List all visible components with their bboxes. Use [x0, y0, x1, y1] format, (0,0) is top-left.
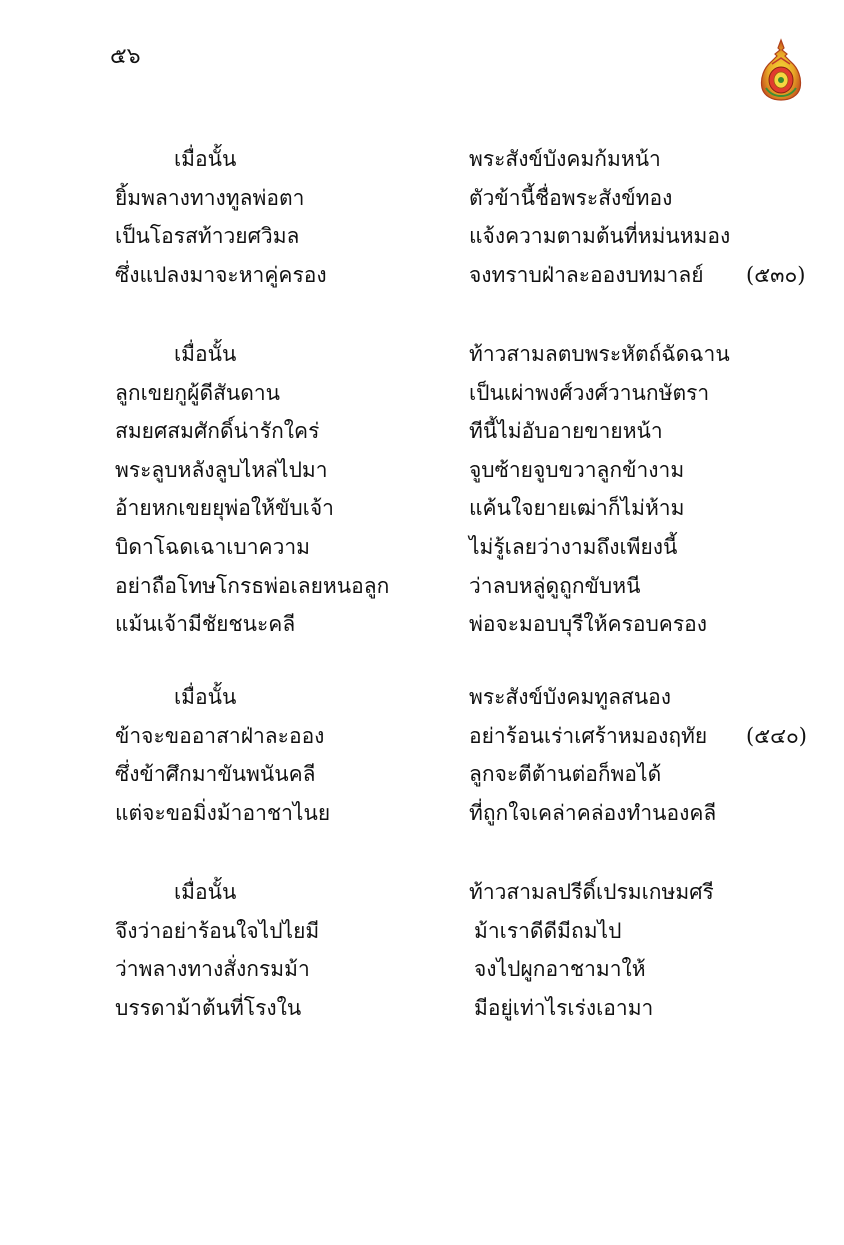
verse-line — [0, 755, 844, 794]
stanza — [0, 678, 844, 832]
verse-line — [0, 528, 844, 567]
verse-line — [0, 717, 844, 756]
verse-left: ซึ่งแปลงมาจะหาคู่ครอง — [115, 262, 327, 287]
verse-line — [0, 678, 844, 717]
verse-left: บิดาโฉดเฉาเบาความ — [115, 534, 311, 559]
verse-right: จงทราบฝ่าละอองบทมาลย์ — [469, 262, 704, 287]
stanza — [0, 873, 844, 1027]
verse-line — [0, 567, 844, 606]
stanza — [0, 140, 844, 294]
verse-line — [0, 374, 844, 413]
verse-line — [0, 912, 844, 951]
stanza — [0, 335, 844, 644]
page-number: ๕๖ — [110, 44, 141, 69]
verse-line — [0, 217, 844, 256]
verse-left: เป็นโอรสท้าวยศวิมล — [115, 224, 300, 249]
verse-left: จึงว่าอย่าร้อนใจไปไยมี — [115, 918, 320, 943]
verse-right: พระสังข์บังคมทูลสนอง — [469, 685, 672, 709]
verse-line — [0, 335, 844, 374]
verse-right: พระสังข์บังคมก้มหน้า — [469, 147, 661, 171]
verse-left: อย่าถือโทษโกรธพ่อเลยหนอลูก — [115, 573, 390, 598]
verse-left: บรรดาม้าต้นที่โรงใน — [115, 995, 302, 1020]
verse-left: เมื่อนั้น — [174, 685, 237, 709]
verse-line — [0, 256, 844, 295]
verse-left: แม้นเจ้ามีชัยชนะคลี — [115, 612, 296, 637]
verse-right: แค้นใจยายเฒ่าก็ไม่ห้าม — [469, 496, 685, 521]
verse-left: สมยศสมศักดิ์น่ารักใคร่ — [115, 419, 320, 444]
verse-line — [0, 605, 844, 644]
verse-line — [0, 489, 844, 528]
verse-line — [0, 989, 844, 1028]
verse-line — [0, 179, 844, 218]
royal-crest-icon — [758, 38, 804, 102]
verse-left: เมื่อนั้น — [174, 147, 237, 171]
verse-left: ยิ้มพลางทางทูลพ่อตา — [115, 185, 305, 210]
verse-left: ว่าพลางทางสั่งกรมม้า — [115, 957, 310, 982]
verse-right: ว่าลบหลู่ดูถูกขับหนี — [469, 573, 641, 598]
verse-right: แจ้งความตามต้นที่หม่นหมอง — [469, 224, 731, 249]
verse-line — [0, 140, 844, 179]
verse-number: (๕๓๐) — [746, 262, 806, 287]
verse-right: ทีนี้ไม่อับอายขายหน้า — [469, 419, 663, 444]
verse-line — [0, 412, 844, 451]
verse-line — [0, 451, 844, 490]
verse-left: แต่จะขอมิ่งม้าอาชาไนย — [115, 800, 331, 825]
verse-right: จูบซ้ายจูบขวาลูกข้างาม — [469, 457, 685, 482]
verse-line — [0, 950, 844, 989]
verse-right: มีอยู่เท่าไรเร่งเอามา — [474, 995, 654, 1020]
verse-left: พระลูบหลังลูบไหล่ไปมา — [115, 457, 328, 482]
verse-right: ม้าเราดีดีมีถมไป — [474, 918, 622, 943]
verse-right: จงไปผูกอาชามาให้ — [474, 957, 646, 982]
verse-right: ท้าวสามลตบพระหัตถ์ฉัดฉาน — [469, 342, 730, 366]
verse-left: ซึ่งข้าศึกมาขันพนันคลี — [115, 762, 316, 787]
verse-line — [0, 794, 844, 833]
verse-right: ลูกจะตีต้านต่อก็พอได้ — [469, 762, 662, 787]
verse-right: เป็นเผ่าพงศ์วงศ์วานกษัตรา — [469, 380, 710, 405]
verse-right: อย่าร้อนเร่าเศร้าหมองฤทัย — [469, 723, 708, 748]
verse-number: (๕๔๐) — [746, 723, 807, 748]
verse-left: เมื่อนั้น — [174, 880, 237, 904]
verse-right: ตัวข้านี้ชื่อพระสังข์ทอง — [469, 185, 673, 210]
verse-left: ข้าจะขออาสาฝ่าละออง — [115, 723, 325, 748]
verse-left: ลูกเขยกูผู้ดีสันดาน — [115, 380, 281, 405]
verse-right: พ่อจะมอบบุรีให้ครอบครอง — [469, 612, 707, 637]
verse-left: เมื่อนั้น — [174, 342, 237, 366]
verse-right: ท้าวสามลปรีดิ์เปรมเกษมศรี — [469, 880, 714, 904]
verse-right: ที่ถูกใจเคล่าคล่องทำนองคลี — [469, 800, 717, 825]
verse-right: ไม่รู้เลยว่างามถึงเพียงนี้ — [469, 534, 678, 559]
verse-line — [0, 873, 844, 912]
verse-left: อ้ายหกเขยยุพ่อให้ขับเจ้า — [115, 496, 334, 521]
